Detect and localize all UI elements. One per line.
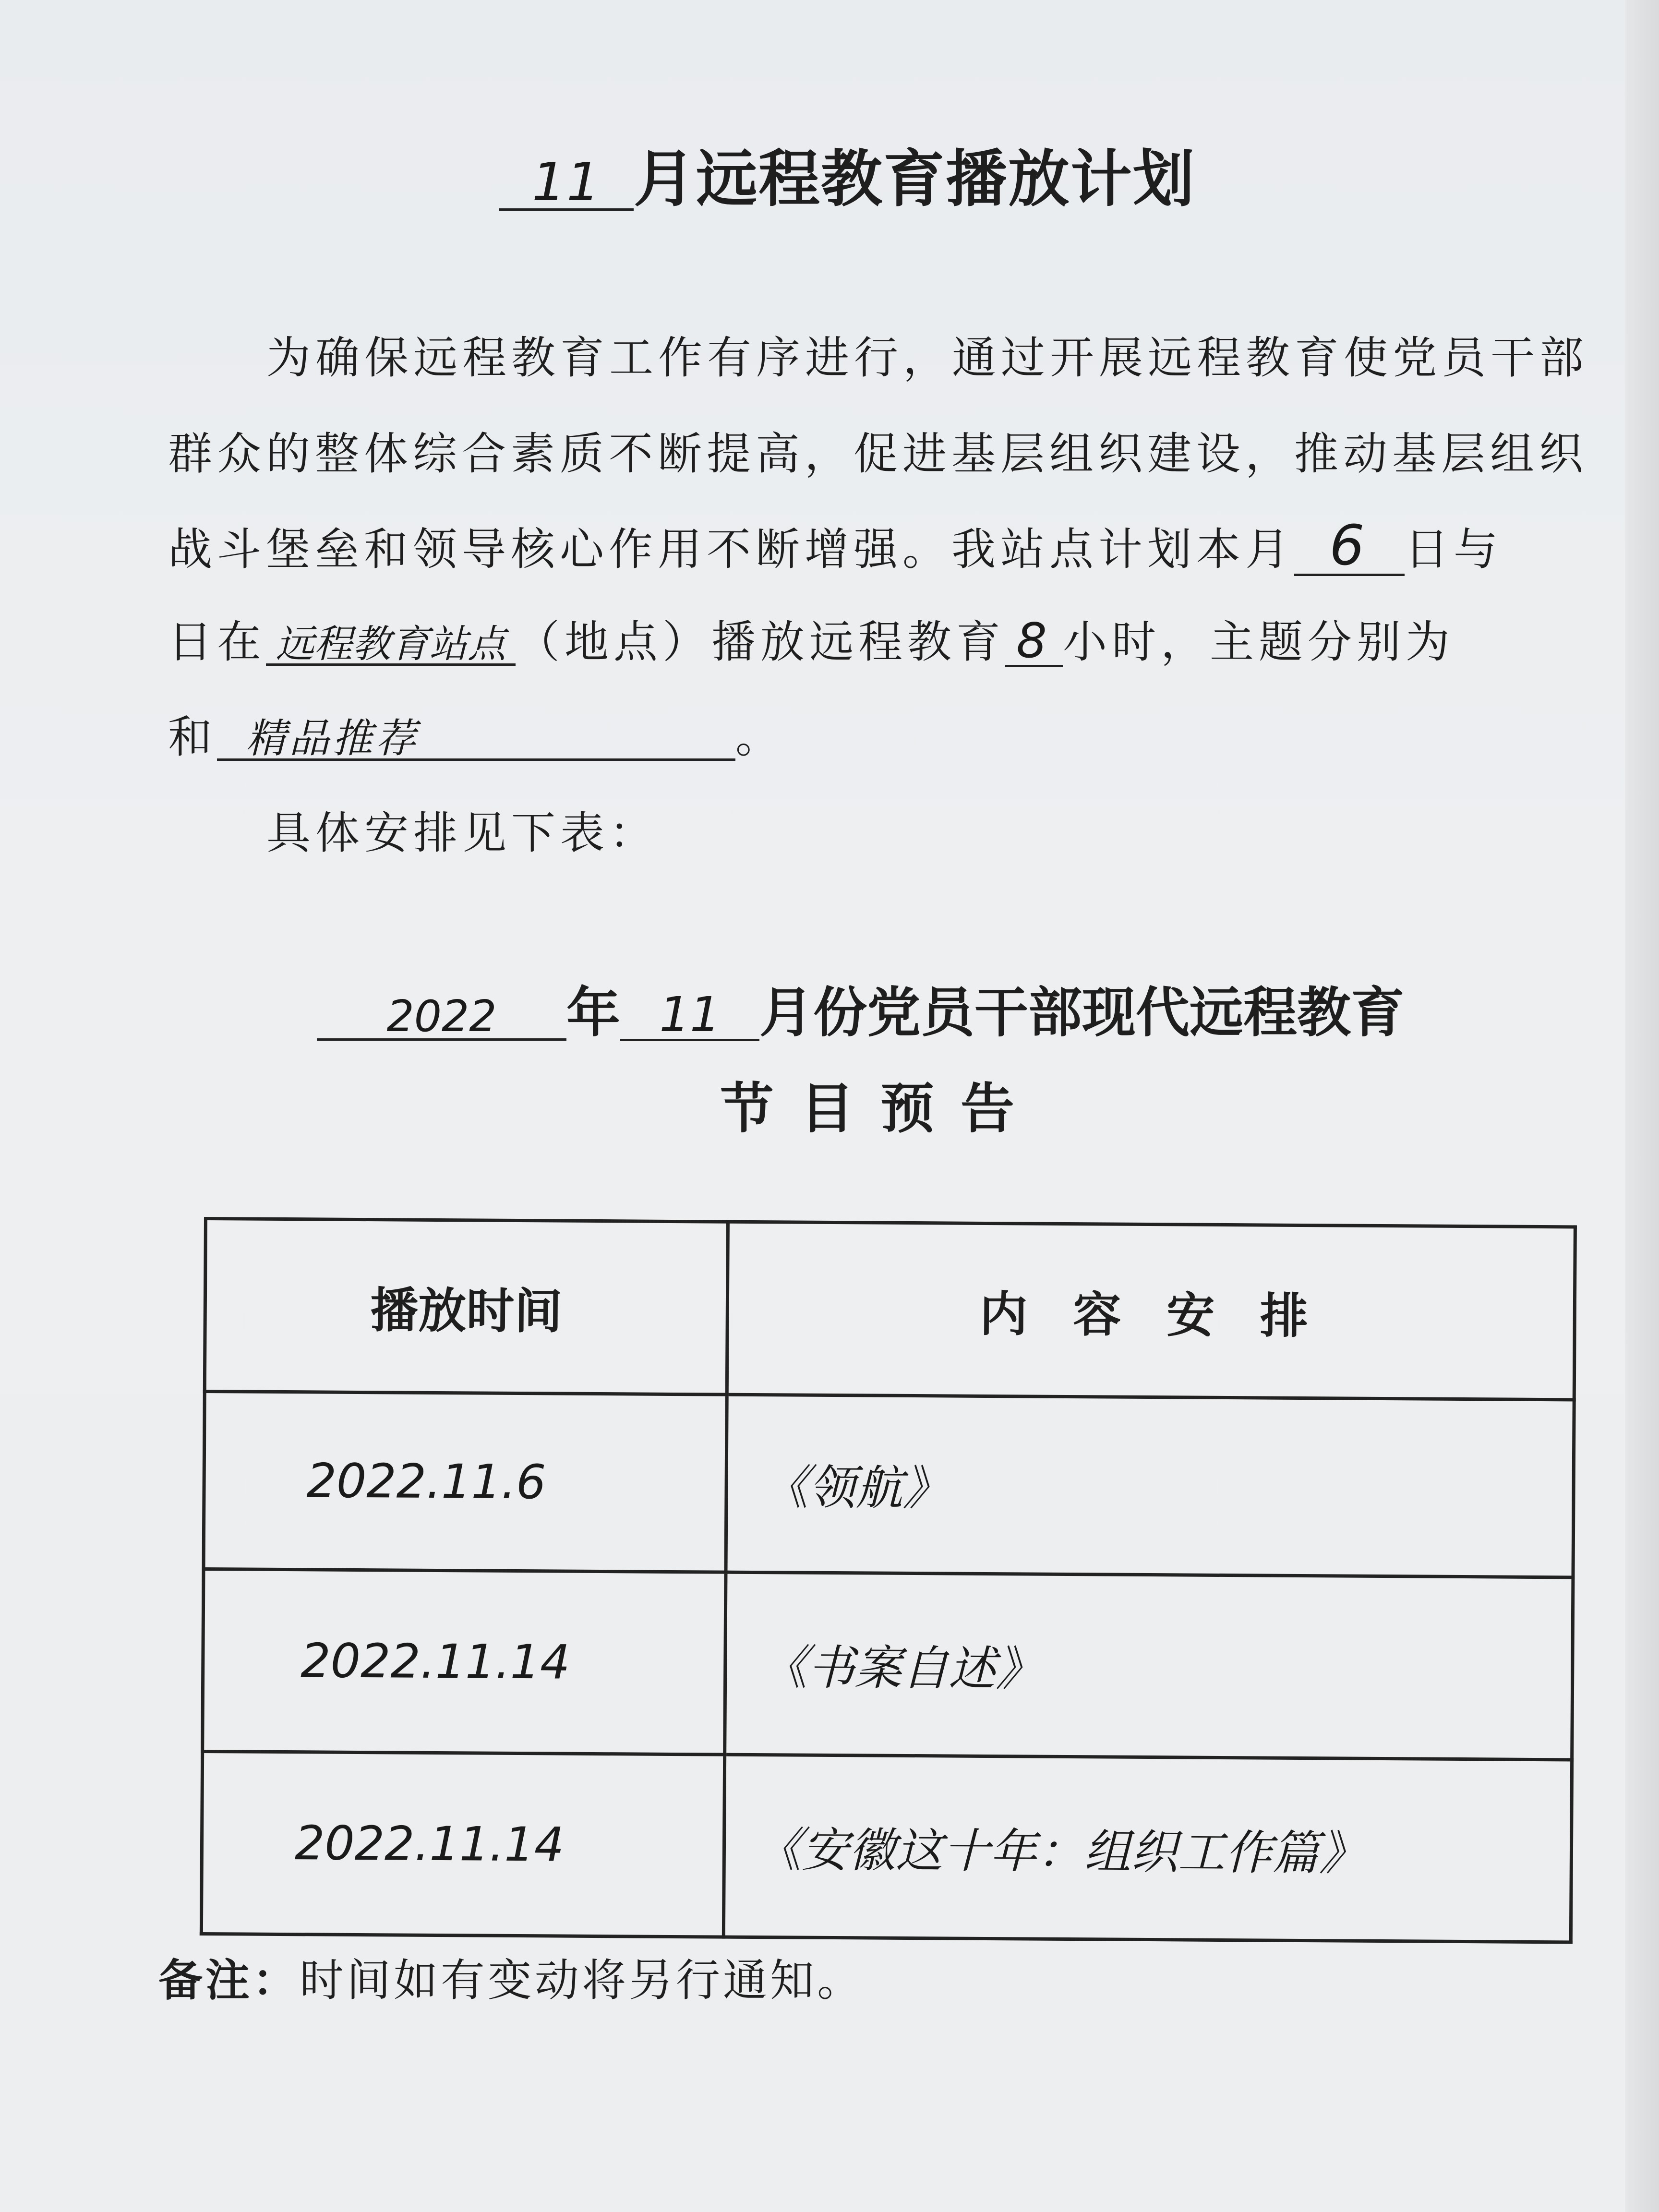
note-label: 备注： [158, 1955, 300, 2006]
day-blank: 6 [1294, 518, 1405, 576]
row-time: 2022.11.14 [201, 1752, 724, 1937]
intro-line-5-suffix: 。 [735, 711, 785, 763]
hours-blank: 8 [1005, 617, 1063, 667]
intro-line-1: 为确保远程教育工作有序进行，通过开展远程教育使党员干部 [266, 332, 1589, 384]
location-blank: 远程教育站点 [266, 625, 516, 666]
topic-blank: 精品推荐 [217, 718, 735, 761]
page-title [499, 130, 1195, 218]
row-content: 《安徽这十年：组织工作篇》 [723, 1755, 1572, 1942]
row-time: 2022.11.6 [204, 1392, 727, 1573]
title-month-blank: 11 [499, 156, 634, 211]
intro-line-5 [168, 711, 785, 763]
table-row [203, 1569, 1573, 1760]
row-content: 《领航》 [726, 1395, 1574, 1577]
intro-line-5-prefix: 和 [168, 711, 217, 763]
title-text: 月远程教育播放计划 [634, 144, 1196, 215]
program-year-label: 年 [566, 982, 620, 1044]
table-header-row [204, 1219, 1575, 1400]
intro-line-4 [168, 613, 1455, 669]
row-time: 2022.11.14 [203, 1569, 726, 1755]
program-heading [317, 970, 1405, 1047]
header-content: 内 容 安 排 [727, 1222, 1575, 1400]
table-row [201, 1752, 1572, 1942]
program-year-blank: 2022 [317, 995, 566, 1041]
header-broadcast-time: 播放时间 [204, 1219, 728, 1395]
note [158, 1955, 865, 2006]
intro-line-4-prefix: 日在 [168, 616, 266, 668]
intro-line-4-mid2: 小时，主题分别为 [1063, 616, 1455, 668]
intro-line-2: 群众的整体综合素质不断提高，促进基层组织建设，推动基层组织 [168, 428, 1588, 480]
program-subheading: 节 目 预 告 [720, 1078, 1018, 1140]
row-content: 《书案自述》 [725, 1572, 1573, 1760]
intro-line-3-prefix: 战斗堡垒和领导核心作用不断增强。我站点计划本月 [168, 524, 1295, 575]
program-heading-text: 月份党员干部现代远程教育 [759, 982, 1405, 1044]
schedule-table [200, 1217, 1577, 1944]
intro-line-3 [168, 514, 1503, 578]
table-row [204, 1392, 1574, 1577]
intro-line-3-suffix: 日与 [1405, 524, 1503, 575]
intro-line-4-mid1: （地点）播放远程教育 [516, 616, 1006, 668]
page-edge [1625, 0, 1659, 2212]
see-below-text: 具体安排见下表： [266, 807, 659, 859]
program-month-blank: 11 [620, 991, 759, 1041]
note-text: 时间如有变动将另行通知。 [300, 1955, 865, 2006]
